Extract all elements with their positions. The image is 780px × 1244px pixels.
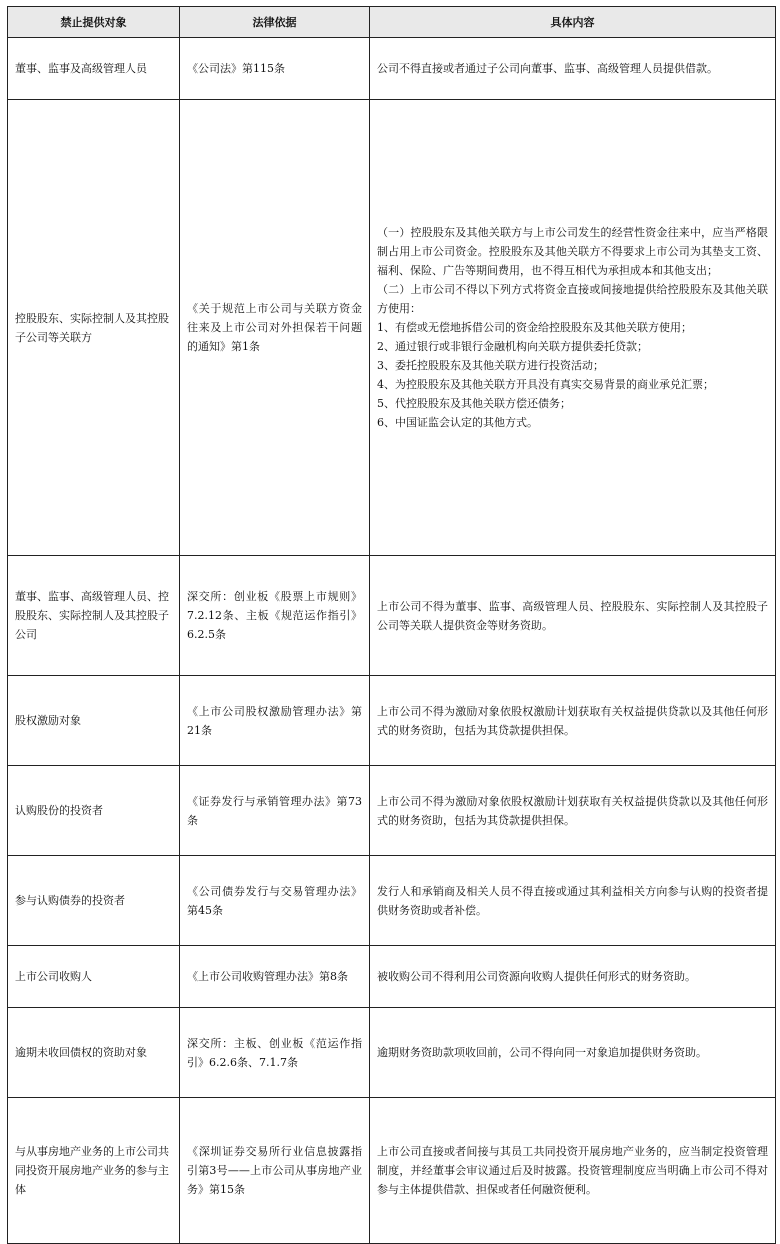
prohibited-target-cell: 控股股东、实际控制人及其控股子公司等关联方 bbox=[8, 100, 180, 556]
prohibited-target-cell: 参与认购债券的投资者 bbox=[8, 856, 180, 946]
prohibited-target-cell: 董事、监事及高级管理人员 bbox=[8, 38, 180, 100]
content-paragraph: 发行人和承销商及相关人员不得直接或通过其利益相关方向参与认购的投资者提供财务资助或者补偿。 bbox=[377, 884, 768, 917]
prohibited-target-cell: 认购股份的投资者 bbox=[8, 766, 180, 856]
prohibited-target-cell: 逾期未收回债权的资助对象 bbox=[8, 1008, 180, 1098]
content-paragraph: 被收购公司不得利用公司资源向收购人提供任何形式的财务资助。 bbox=[377, 970, 696, 983]
specific-content-cell bbox=[370, 38, 776, 100]
table-row bbox=[8, 556, 776, 676]
specific-content-cell bbox=[370, 1008, 776, 1098]
content-paragraph: 4、为控股股东及其他关联方开具没有真实交易背景的商业承兑汇票； bbox=[377, 378, 714, 391]
specific-content-cell bbox=[370, 1098, 776, 1244]
table-row bbox=[8, 766, 776, 856]
table-row bbox=[8, 38, 776, 100]
table-row bbox=[8, 1008, 776, 1098]
content-paragraph: 逾期财务资助款项收回前，公司不得向同一对象追加提供财务资助。 bbox=[377, 1046, 707, 1059]
table-body bbox=[8, 38, 776, 1244]
content-paragraph: 3、委托控股股东及其他关联方进行投资活动； bbox=[377, 359, 604, 372]
legal-basis-cell: 《公司法》第115条 bbox=[180, 38, 370, 100]
table-row bbox=[8, 856, 776, 946]
legal-basis-cell: 深交所：创业板《股票上市规则》7.2.12条、主板《规范运作指引》6.2.5条 bbox=[180, 556, 370, 676]
prohibited-target-cell: 股权激励对象 bbox=[8, 676, 180, 766]
content-paragraph: 1、有偿或无偿地拆借公司的资金给控股股东及其他关联方使用； bbox=[377, 321, 692, 334]
financial-assistance-prohibition-table bbox=[7, 6, 776, 1244]
content-paragraph: 上市公司不得为激励对象依股权激励计划获取有关权益提供贷款以及其他任何形式的财务资助，包括为其贷款提供担保。 bbox=[377, 794, 768, 827]
table-row bbox=[8, 1098, 776, 1244]
legal-basis-cell: 《深圳证券交易所行业信息披露指引第3号——上市公司从事房地产业务》第15条 bbox=[180, 1098, 370, 1244]
legal-basis-cell: 《关于规范上市公司与关联方资金往来及上市公司对外担保若干问题的通知》第1条 bbox=[180, 100, 370, 556]
content-paragraph: 上市公司不得为激励对象依股权激励计划获取有关权益提供贷款以及其他任何形式的财务资助，包括为其贷款提供担保。 bbox=[377, 704, 768, 737]
specific-content-cell bbox=[370, 856, 776, 946]
table-row bbox=[8, 100, 776, 556]
specific-content-cell bbox=[370, 100, 776, 556]
header-prohibited-target: 禁止提供对象 bbox=[8, 7, 180, 38]
content-paragraph: 2、通过银行或非银行金融机构向关联方提供委托贷款； bbox=[377, 340, 648, 353]
table-header bbox=[8, 7, 776, 38]
legal-basis-cell: 深交所：主板、创业板《范运作指引》6.2.6条、7.1.7条 bbox=[180, 1008, 370, 1098]
specific-content-cell bbox=[370, 556, 776, 676]
content-paragraph: （一）控股股东及其他关联方与上市公司发生的经营性资金往来中，应当严格限制占用上市公司资金。控股股东及其他关联方不得要求上市公司为其垫支工资、福利、保险、广告等期间费用，也不得互相代为承担成本和其他支出； bbox=[377, 226, 768, 277]
content-paragraph: 公司不得直接或者通过子公司向董事、监事、高级管理人员提供借款。 bbox=[377, 62, 718, 75]
content-paragraph: 上市公司直接或者间接与其员工共同投资开展房地产业务的，应当制定投资管理制度，并经董事会审议通过后及时披露。投资管理制度应当明确上市公司不得对参与主体提供借款、担保或者任何融资便利。 bbox=[377, 1145, 768, 1196]
header-row bbox=[8, 7, 776, 38]
legal-basis-cell: 《公司债券发行与交易管理办法》第45条 bbox=[180, 856, 370, 946]
content-paragraph: 5、代控股股东及其他关联方偿还债务； bbox=[377, 397, 571, 410]
specific-content-cell bbox=[370, 946, 776, 1008]
header-specific-content: 具体内容 bbox=[370, 7, 776, 38]
legal-basis-cell: 《证券发行与承销管理办法》第73条 bbox=[180, 766, 370, 856]
table-row bbox=[8, 946, 776, 1008]
prohibited-target-cell: 董事、监事、高级管理人员、控股股东、实际控制人及其控股子公司 bbox=[8, 556, 180, 676]
legal-basis-cell: 《上市公司收购管理办法》第8条 bbox=[180, 946, 370, 1008]
legal-basis-cell: 《上市公司股权激励管理办法》第21条 bbox=[180, 676, 370, 766]
header-legal-basis: 法律依据 bbox=[180, 7, 370, 38]
table-row bbox=[8, 676, 776, 766]
content-paragraph: 6、中国证监会认定的其他方式。 bbox=[377, 416, 538, 429]
content-paragraph: 上市公司不得为董事、监事、高级管理人员、控股股东、实际控制人及其控股子公司等关联人提供资金等财务资助。 bbox=[377, 599, 768, 632]
content-paragraph: （二）上市公司不得以下列方式将资金直接或间接地提供给控股股东及其他关联方使用： bbox=[377, 283, 768, 315]
specific-content-cell bbox=[370, 766, 776, 856]
prohibited-target-cell: 上市公司收购人 bbox=[8, 946, 180, 1008]
prohibited-target-cell: 与从事房地产业务的上市公司共同投资开展房地产业务的参与主体 bbox=[8, 1098, 180, 1244]
specific-content-cell bbox=[370, 676, 776, 766]
